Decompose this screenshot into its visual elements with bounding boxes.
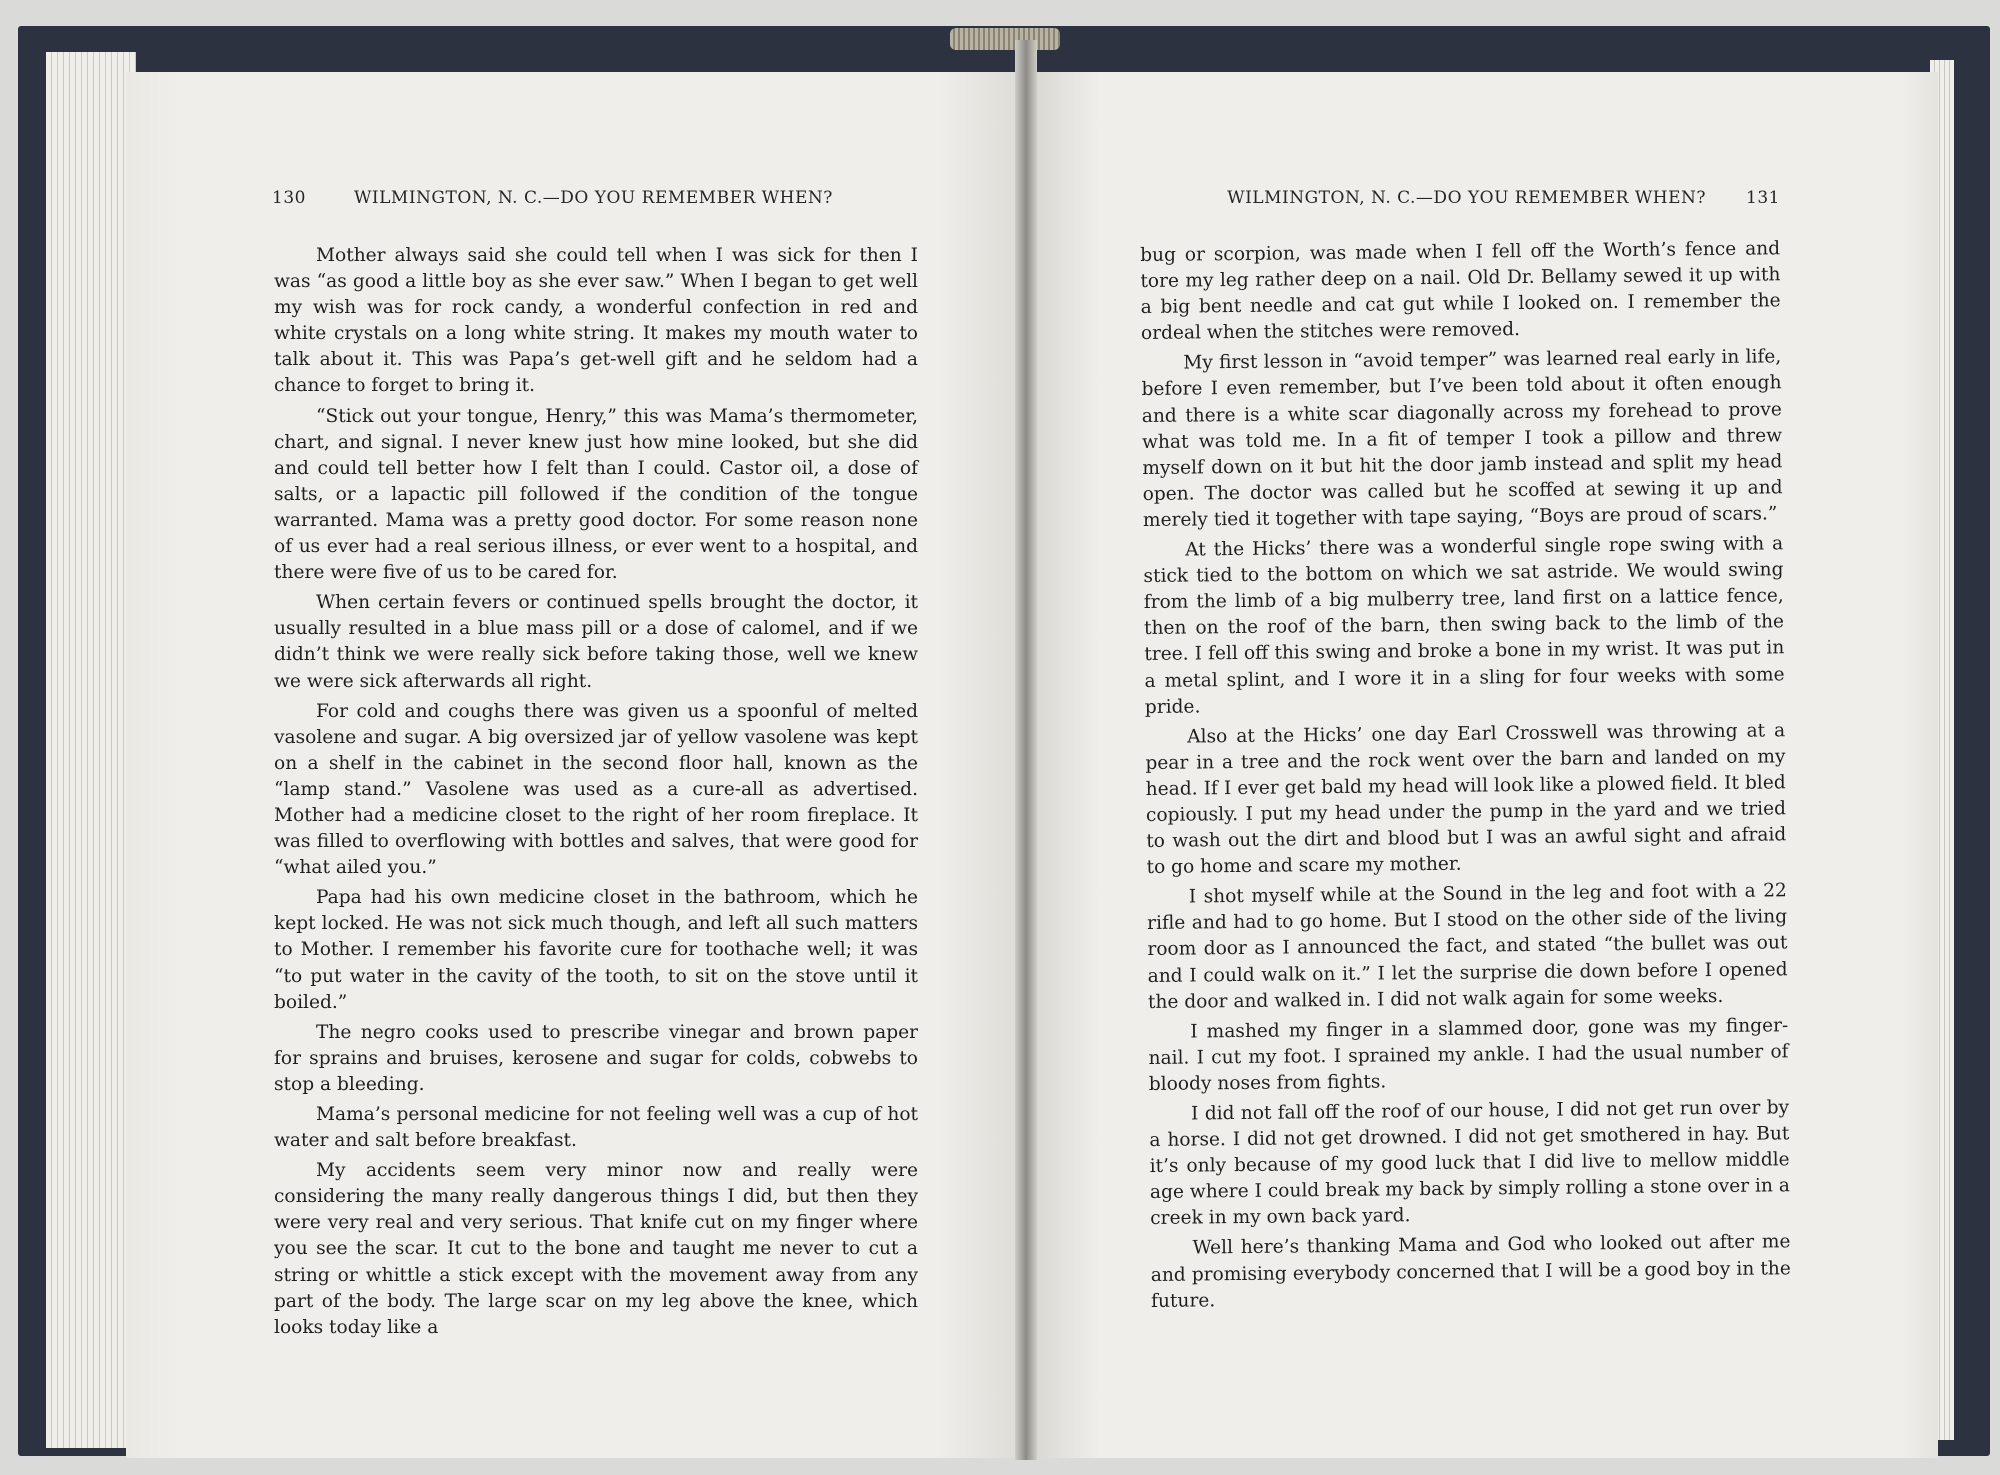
paragraph: I shot myself while at the Sound in the leg and foot with a 22 rifle and had to go home. But I stood on the other side of the living room door as I announced the fact, and stated “the bullet was out and I could walk on it.” I let the surprise die down before I opened the door and walked in. I did not walk again for some weeks. <box>1147 880 1788 1013</box>
right-running-head <box>1200 188 1780 208</box>
paragraph: For cold and coughs there was given us a spoonful of melted vasolene and sugar. A big oversized jar of yellow vasolene was kept on a shelf in the cabinet in the second floor hall, known as the “lamp stand.” Vasolene was used as a cure-all as advertised. Mother had a medicine closet to the right of her room fireplace. It was filled to overflowing with bottles and salves, that were good for “what ailed you.” <box>274 700 918 879</box>
paragraph: At the Hicks’ there was a wonderful single rope swing with a stick tied to the bottom on which we sat astride. We would swing from the limb of a big mulberry tree, land first on a lattice fence, then on the roof of the barn, then swing back to the limb of the tree. I fell off this swing and broke a bone in my wrist. It was put in a metal splint, and I wore it in a sling for four weeks with some pride. <box>1143 533 1785 718</box>
paragraph: I mashed my finger in a slammed door, gone was my finger-nail. I cut my foot. I sprained my ankle. I had the usual number of bloody noses from fights. <box>1148 1014 1789 1095</box>
paragraph: “Stick out your tongue, Henry,” this was Mama’s thermometer, chart, and signal. I never knew just how mine looked, but she did and could tell better how I felt than I could. Castor oil, a dose of salts, or a lapactic pill followed if the condition of the tongue warranted. Mama was a pretty good doctor. For some reason none of us ever had a real serious illness, or ever went to a hospital, and there were five of us to be cared for. <box>274 405 918 584</box>
continued-paragraph: bug or scorpion, was made when I fell off the Worth’s fence and tore my leg rather deep on a nail. Old Dr. Bellamy sewed it up with a big bent needle and cat gut while I looked on. I remember the ordeal when the stitches were removed. <box>1140 238 1781 345</box>
paragraph: Mother always said she could tell when I was sick for then I was “as good a little boy as she ever saw.” When I began to get well my wish was for rock candy, a wonderful confection in red and white crystals on a long white string. It makes my mouth water to talk about it. This was Papa’s get-well gift and he seldom had a chance to forget to bring it. <box>274 245 918 397</box>
right-page-body <box>1140 236 1791 1318</box>
paragraph: Well here’s thanking Mama and God who looked out after me and promising everybody concerned that I will be a good boy in the future. <box>1150 1231 1791 1312</box>
paragraph: I did not fall off the roof of our house, I did not get run over by a horse. I did not get drowned. I did not get smothered in hay. But it’s only because of my good luck that I did live to mellow middle age where I could break my back by simply rolling a stone over in a creek in my own back yard. <box>1149 1097 1791 1230</box>
book-gutter <box>1015 40 1037 1460</box>
paragraph: The negro cooks used to prescribe vinegar and brown paper for sprains and bruises, kerosene and sugar for colds, cobwebs to stop a bleeding. <box>274 1021 918 1095</box>
paragraph: Mama’s personal medicine for not feeling well was a cup of hot water and salt before breakfast. <box>274 1104 918 1152</box>
left-running-title: WILMINGTON, N. C.—DO YOU REMEMBER WHEN? <box>353 188 833 208</box>
right-page-number: 131 <box>1746 188 1780 208</box>
left-page-body <box>274 243 918 1345</box>
paragraph: My accidents seem very minor now and really were considering the many really dangerous things I did, but then they were very real and very serious. That knife cut on my finger where you see the scar. It cut to the bone and taught me never to cut a string or whittle a stick except with the movement away from any part of the body. The large scar on my leg above the knee, which looks today like a <box>274 1160 918 1338</box>
right-running-title: WILMINGTON, N. C.—DO YOU REMEMBER WHEN? <box>1227 188 1707 208</box>
paragraph: My first lesson in “avoid temper” was learned real early in life, before I even remember, but I’ve been told about it often enough and there is a white scar diagonally across my forehead to prove what was told me. In a fit of temper I took a pillow and threw myself down on it but hit the door jamb instead and split my head open. The doctor was called but he scoffed at sewing it up and merely tied it together with tape saying, “Boys are proud of scars.” <box>1141 346 1783 531</box>
left-running-head <box>272 188 922 208</box>
page-edges-left <box>46 52 136 1448</box>
left-page-number: 130 <box>272 188 306 208</box>
paragraph: When certain fevers or continued spells brought the doctor, it usually resulted in a blue mass pill or a dose of calomel, and if we didn’t think we were really sick before taking those, well we knew we were sick afterwards all right. <box>274 592 918 692</box>
paragraph: Also at the Hicks’ one day Earl Crosswell was throwing at a pear in a tree and the rock went over the barn and landed on my head. If I ever get bald my head will look like a plowed field. It bled copiously. I put my head under the pump in the yard and we tried to wash out the dirt and blood but I was an awful sight and afraid to go home and scare my mother. <box>1145 719 1787 879</box>
paragraph: Papa had his own medicine closet in the bathroom, which he kept locked. He was not sick much though, and left all such matters to Mother. I remember his favorite cure for toothache well; it was “to put water in the cavity of the tooth, to sit on the stove until it boiled.” <box>274 887 918 1013</box>
spine-headband <box>950 28 1060 50</box>
